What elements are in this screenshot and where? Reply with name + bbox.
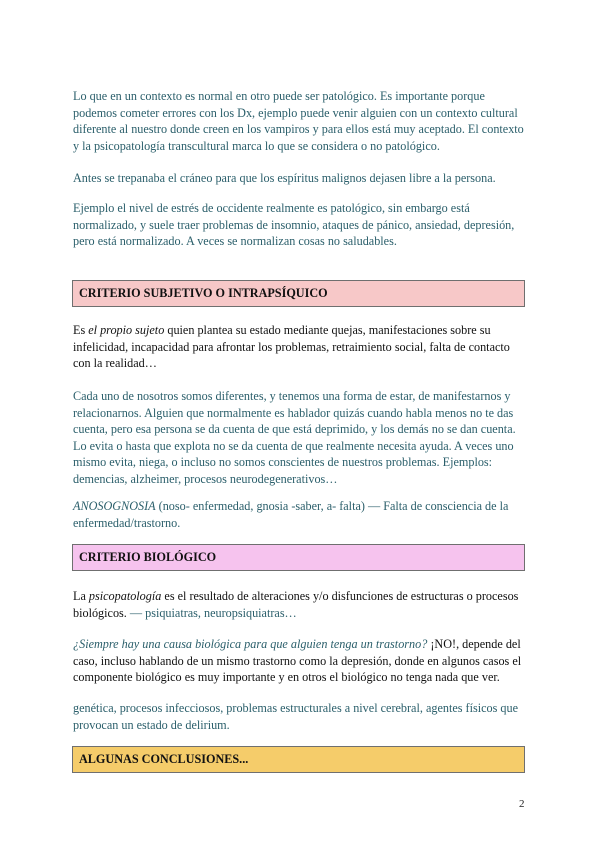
text: ¡NO!, depende del caso, incluso hablando de un mismo trastorno como la depresión, donde en algunos casos el componente biológico es muy importante y en otros el biológico no tenga nada que ver.	[73, 637, 522, 684]
term-anosognosia: ANOSOGNOSIA	[73, 499, 156, 513]
text: (noso- enfermedad, gnosia -saber, a- falta) — Falta de consciencia de la enfermedad/trastorno.	[73, 499, 509, 530]
paragraph-biological-cause	[73, 636, 528, 686]
text: Es	[73, 323, 89, 337]
page-number: 2	[519, 798, 525, 810]
paragraph-subject	[73, 322, 528, 372]
text: quien plantea su estado mediante quejas, manifestaciones sobre su infelicidad, incapacidad para afrontar los problemas, retraimiento social, falta de contacto con la realidad…	[73, 323, 510, 370]
text: La	[73, 589, 89, 603]
paragraph-context: Lo que en un contexto es normal en otro puede ser patológico. Es importante porque podemos cometer errores con los Dx, ejemplo puede venir alguien con un contexto cultural diferente al nuestro donde creen en los vampiros y para ellos está muy aceptado. El contexto y la psicopatología transcultural marca lo que se considera o no patológico.	[73, 89, 524, 153]
section-heading-subjective: CRITERIO SUBJETIVO O INTRAPSÍQUICO	[72, 280, 525, 307]
text: — psiquiatras, neuropsiquiatras…	[129, 605, 297, 620]
section-heading-conclusions: ALGUNAS CONCLUSIONES...	[72, 746, 525, 773]
emphasis-text: el propio sujeto	[88, 323, 165, 337]
paragraph-anosognosia	[73, 498, 528, 531]
paragraph-psychopathology	[73, 588, 528, 621]
paragraph-trepanation: Antes se trepanaba el cráneo para que los espíritus malignos dejasen libre a la persona.	[73, 171, 496, 185]
paragraph-stress: Ejemplo el nivel de estrés de occidente realmente es patológico, sin embargo está normalizado, y suele traer problemas de insomnio, ataques de pánico, ansiedad, depresión, pero está normalizado. A veces se normalizan cosas no saludables.	[73, 201, 515, 248]
paragraph-causes: genética, procesos infecciosos, problemas estructurales a nivel cerebral, agentes físicos que provocan un estado de delirium.	[73, 701, 519, 732]
paragraph-differences: Cada uno de nosotros somos diferentes, y tenemos una forma de estar, de manifestarnos y relacionarnos. Alguien que normalmente es hablador quizás cuando habla menos no te das cuenta, pero esa persona se da cuenta de que está deprimido, y los demás no se dan cuenta. Lo evita o hasta que explota no se da cuenta de que realmente necesita ayuda. A veces uno mismo evita, niega, o incluso no somos conscientes de nuestros problemas. Ejemplos: demencias, alzheimer, procesos neurodegenerativos…	[73, 389, 516, 486]
emphasis-text: psicopatología	[88, 589, 162, 603]
text: es el resultado de alteraciones y/o disfunciones de estructuras o procesos biológicos.	[73, 589, 519, 620]
section-heading-biological: CRITERIO BIOLÓGICO	[72, 544, 525, 571]
question-text: ¿Siempre hay una causa biológica para que alguien tenga un trastorno?	[73, 637, 428, 651]
